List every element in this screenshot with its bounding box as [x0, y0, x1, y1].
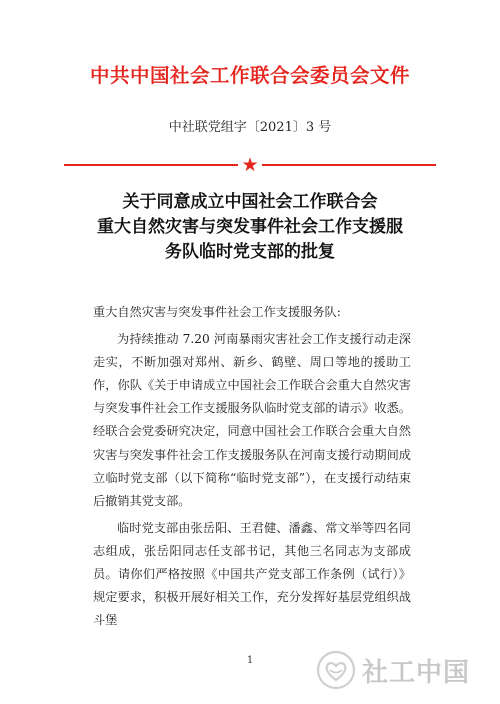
watermark: [316, 648, 486, 692]
document-header-title: 中共中国社会工作联合会委员会文件: [89, 64, 410, 87]
document-number: 中社联党组字〔2021〕3 号: [168, 120, 332, 135]
body-paragraph-1: 为持续推动 7.20 河南暴雨灾害社会工作支援行动走深走实，不断加强对郑州、新乡、鹤壁、周口等地的援助工作，你队《关于申请成立中国社会工作联合会重大自然灾害与突发事件社会工作支援服务队临时党支部的请示》收悉。经联合会党委研究决定，同意中国社会工作联合会重大自然灾害与突发事件社会工作支援服务队在河南支援行动期间成立临时党支部（以下简称“临时党支部”），在支援行动结束后撤销其党支部。: [93, 332, 411, 508]
title-line-2: 重大自然灾害与突发事件社会工作支援服: [97, 217, 403, 237]
red-divider-right-line: [262, 164, 436, 166]
body-paragraph-2: 临时党支部由张岳阳、王君健、潘鑫、常文举等四名同志组成，张岳阳同志任支部书记，其他三名同志为支部成员。请你们严格按照《中国共产党支部工作条例（试行）》规定要求，积极开展好相关工作，充分发挥好基层党组织战斗堡: [93, 520, 411, 628]
heart-hands-logo-icon: [316, 650, 356, 690]
red-divider-left-line: [64, 164, 238, 166]
red-star-icon: ★: [241, 154, 259, 176]
document-title: [0, 190, 500, 265]
watermark-text: 社工中国: [362, 657, 471, 688]
title-line-3: 务队临时党支部的批复: [165, 242, 335, 262]
page-number: 1: [246, 655, 254, 666]
salutation: 重大自然灾害与突发事件社会工作支援服务队:: [93, 305, 341, 319]
title-line-1: 关于同意成立中国社会工作联合会: [122, 192, 378, 212]
red-divider: [64, 156, 436, 174]
document-body: [93, 301, 411, 636]
